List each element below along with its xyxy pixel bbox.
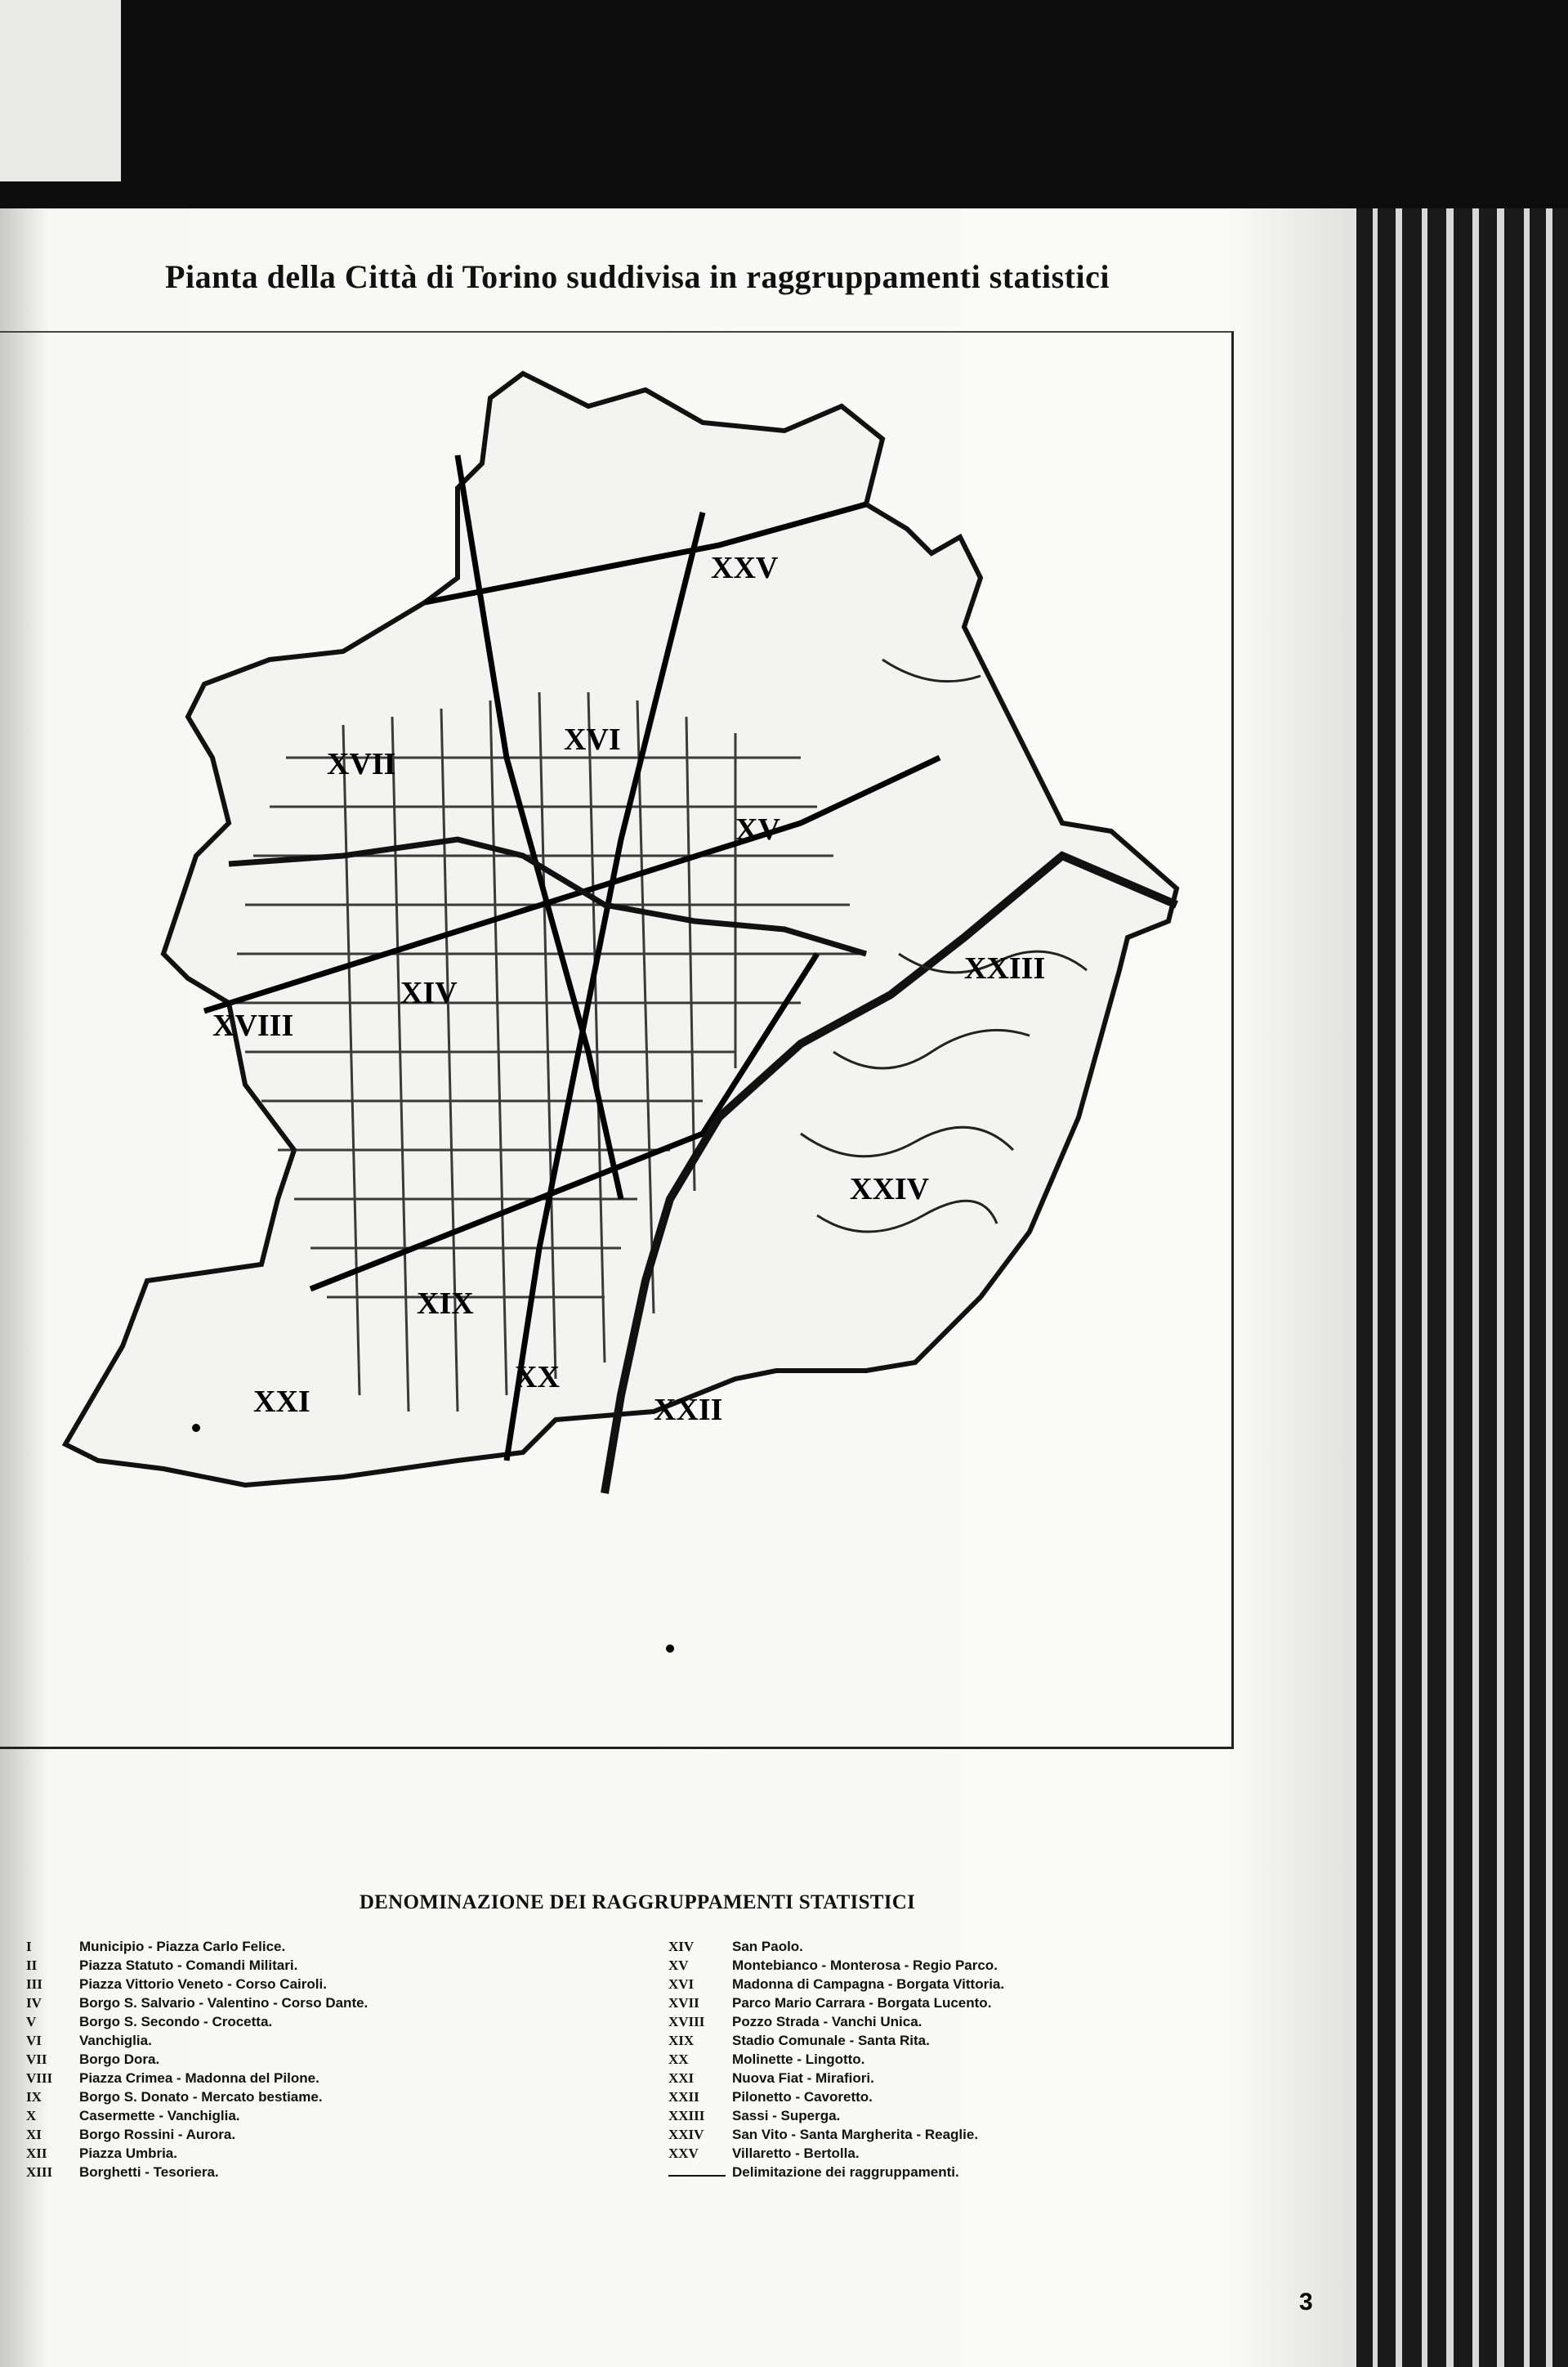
legend-right-column	[668, 1937, 1004, 2181]
legend-name: Piazza Vittorio Veneto - Corso Cairoli.	[79, 1975, 327, 1992]
legend-item	[668, 2087, 1004, 2106]
legend-item	[26, 2050, 368, 2069]
district-label: XXV	[711, 551, 779, 585]
district-label: XIV	[400, 976, 458, 1010]
legend-item	[668, 2012, 1004, 2031]
legend-number: XV	[668, 1957, 689, 1973]
legend-number: XXI	[668, 2069, 695, 2086]
district-label: XV	[735, 812, 780, 847]
legend-name: Casermette - Vanchiglia.	[79, 2107, 240, 2123]
legend-name: Borgo Rossini - Aurora.	[79, 2126, 236, 2142]
legend-number: XI	[26, 2126, 42, 2142]
legend-name: Madonna di Campagna - Borgata Vittoria.	[732, 1975, 1005, 1992]
legend-name: San Vito - Santa Margherita - Reaglie.	[732, 2126, 979, 2142]
legend-number: XVII	[668, 1994, 699, 2011]
legend-name: Piazza Crimea - Madonna del Pilone.	[79, 2069, 319, 2086]
legend-item	[668, 2144, 1004, 2163]
legend-number: I	[26, 1938, 32, 1954]
legend-name: Delimitazione dei raggruppamenti.	[732, 2163, 959, 2180]
district-label: XXII	[654, 1393, 723, 1427]
legend-number: XII	[26, 2145, 47, 2161]
legend-title: DENOMINAZIONE DEI RAGGRUPPAMENTI STATISTICI	[359, 1891, 916, 1913]
district-label: XVII	[327, 747, 396, 781]
top-dark-band	[0, 0, 1568, 208]
legend-item	[26, 2125, 368, 2144]
legend-number: XX	[668, 2051, 689, 2067]
legend-number: XIV	[668, 1938, 695, 1954]
district-label: XIX	[417, 1286, 474, 1321]
legend-item	[668, 2050, 1004, 2069]
legend-number: XIII	[26, 2163, 53, 2180]
city-map[interactable]	[0, 331, 1234, 1749]
legend-name: Molinette - Lingotto.	[732, 2051, 865, 2067]
district-label: XXIV	[850, 1172, 930, 1206]
legend-number: III	[26, 1975, 42, 1992]
legend-item-boundary	[668, 2163, 1004, 2181]
legend-number: IX	[26, 2088, 42, 2105]
legend-number: IV	[26, 1994, 42, 2011]
legend-name: Villaretto - Bertolla.	[732, 2145, 860, 2161]
legend-item	[26, 2087, 368, 2106]
top-white-notch	[0, 0, 121, 181]
legend-item	[26, 2144, 368, 2163]
legend-item	[26, 1993, 368, 2012]
legend-name: Montebianco - Monterosa - Regio Parco.	[732, 1957, 998, 1973]
legend-number: XIX	[668, 2032, 695, 2048]
legend-item	[26, 2012, 368, 2031]
legend-item	[26, 1937, 368, 1956]
legend-name: Nuova Fiat - Mirafiori.	[732, 2069, 874, 2086]
legend-name: Borgo S. Salvario - Valentino - Corso Dante.	[79, 1994, 369, 2011]
legend-number: V	[26, 2013, 37, 2029]
legend-number: II	[26, 1957, 38, 1973]
legend-item	[668, 1937, 1004, 1956]
legend-number: X	[26, 2107, 37, 2123]
district-label: XX	[515, 1360, 560, 1394]
legend-item	[26, 1975, 368, 1993]
legend-name: Borghetti - Tesoriera.	[79, 2163, 219, 2180]
city-boundary	[65, 374, 1177, 1485]
legend-number: VIII	[26, 2069, 53, 2086]
legend-item	[668, 2125, 1004, 2144]
legend-item	[668, 2069, 1004, 2087]
district-label: XVI	[564, 723, 621, 757]
district-label: XVIII	[212, 1009, 294, 1043]
district-label: XXIII	[964, 951, 1046, 986]
legend-name: Borgo S. Secondo - Crocetta.	[79, 2013, 273, 2029]
legend-number: XVIII	[668, 2013, 705, 2029]
legend-name: Municipio - Piazza Carlo Felice.	[79, 1938, 286, 1954]
legend-name: Pilonetto - Cavoretto.	[732, 2088, 873, 2105]
legend-number: VI	[26, 2032, 42, 2048]
page-title: Pianta della Città di Torino suddivisa in raggruppamenti statistici	[165, 258, 1110, 295]
legend-item	[668, 1993, 1004, 2012]
map-drawing	[0, 333, 1234, 1749]
legend-line-symbol	[668, 2164, 732, 2181]
legend-name: Pozzo Strada - Vanchi Unica.	[732, 2013, 922, 2029]
page-number: 3	[1299, 2289, 1313, 2316]
book-page-edges	[1356, 208, 1568, 2367]
legend-name: Vanchiglia.	[79, 2032, 152, 2048]
legend-number: XXIII	[668, 2107, 705, 2123]
legend-item	[26, 1956, 368, 1975]
legend-name: Piazza Statuto - Comandi Militari.	[79, 1957, 298, 1973]
legend-name: Stadio Comunale - Santa Rita.	[732, 2032, 930, 2048]
legend-number: XVI	[668, 1975, 695, 1992]
legend-number: XXIV	[668, 2126, 704, 2142]
legend-name: Piazza Umbria.	[79, 2145, 177, 2161]
legend-item	[26, 2031, 368, 2050]
legend-item	[668, 1956, 1004, 1975]
legend-item	[26, 2163, 368, 2181]
legend-item	[668, 2106, 1004, 2125]
legend-left-column	[26, 1937, 368, 2181]
district-label: XXI	[253, 1385, 310, 1419]
legend-name: Parco Mario Carrara - Borgata Lucento.	[732, 1994, 992, 2011]
legend-number: VII	[26, 2051, 47, 2067]
legend-name: Borgo Dora.	[79, 2051, 160, 2067]
legend-name: San Paolo.	[732, 1938, 803, 1954]
legend-item	[668, 2031, 1004, 2050]
legend-number: XXV	[668, 2145, 699, 2161]
legend-name: Borgo S. Donato - Mercato bestiame.	[79, 2088, 323, 2105]
legend-item	[668, 1975, 1004, 1993]
legend-item	[26, 2069, 368, 2087]
legend-number: XXII	[668, 2088, 699, 2105]
legend-item	[26, 2106, 368, 2125]
legend-name: Sassi - Superga.	[732, 2107, 841, 2123]
